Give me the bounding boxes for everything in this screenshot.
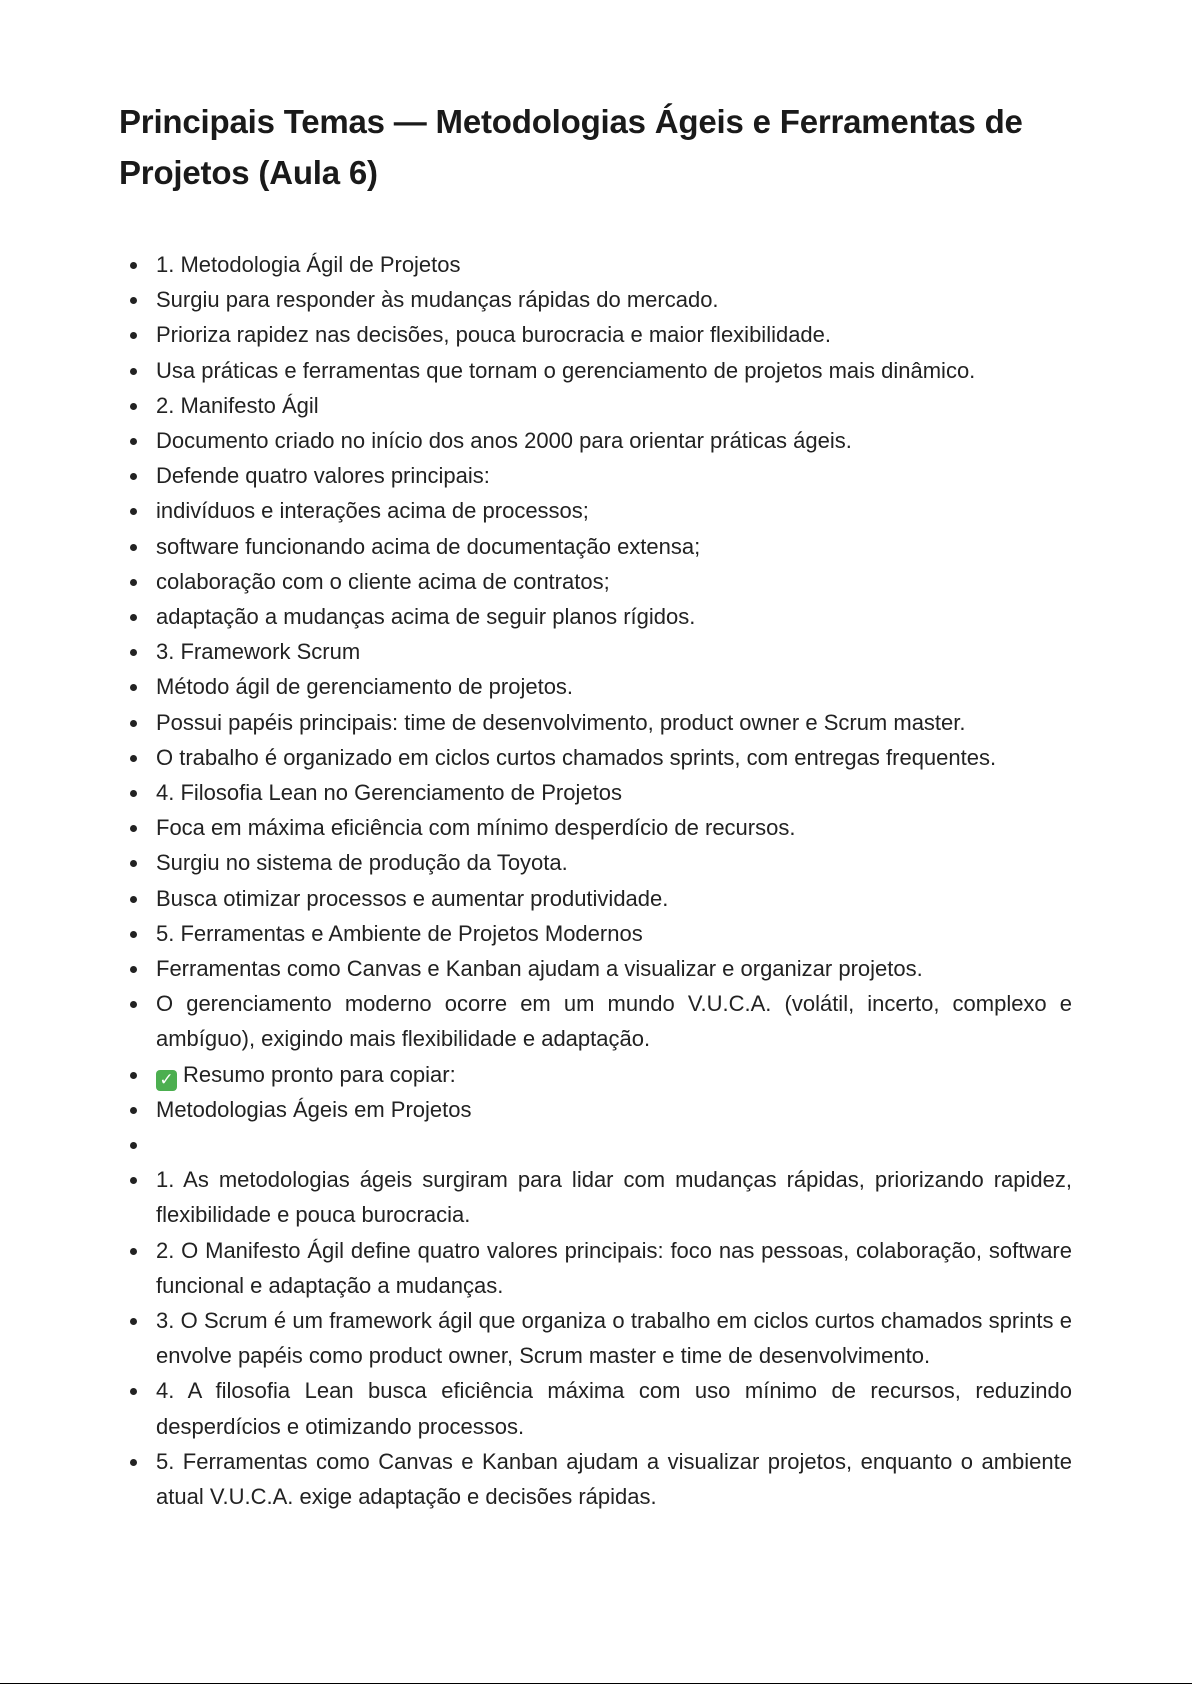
list-item	[119, 845, 1072, 880]
bullet-icon	[130, 614, 137, 621]
list-item	[119, 317, 1072, 352]
bullet-icon	[130, 1388, 137, 1395]
list-item-text: colaboração com o cliente acima de contratos;	[156, 568, 610, 594]
bullet-icon	[130, 403, 137, 410]
bullet-icon	[130, 720, 137, 727]
list-item	[119, 1233, 1072, 1303]
list-item-text: Usa práticas e ferramentas que tornam o gerenciamento de projetos mais dinâmico.	[156, 357, 976, 383]
list-item	[119, 740, 1072, 775]
bullet-icon	[130, 649, 137, 656]
list-item-text: Prioriza rapidez nas decisões, pouca burocracia e maior flexibilidade.	[156, 322, 832, 348]
page-title: Principais Temas — Metodologias Ágeis e Ferramentas de Projetos (Aula 6)	[119, 103, 1023, 191]
list-item-text: Ferramentas como Canvas e Kanban ajudam a visualizar e organizar projetos.	[156, 956, 923, 982]
list-item-text: Surgiu no sistema de produção da Toyota.	[156, 850, 568, 876]
list-item-text: Foca em máxima eficiência com mínimo desperdício de recursos.	[156, 815, 796, 841]
bullet-icon	[130, 684, 137, 691]
document-page	[119, 96, 1072, 1510]
list-item	[119, 986, 1072, 1056]
bullet-icon	[130, 1107, 137, 1114]
list-item-text: Resumo pronto para copiar:	[183, 1061, 456, 1087]
bullet-icon	[130, 1248, 137, 1255]
list-item	[119, 1373, 1072, 1443]
bullet-icon	[130, 262, 137, 269]
check-mark-icon: ✓	[156, 1070, 177, 1091]
list-item	[119, 458, 1072, 493]
list-item	[119, 247, 1072, 282]
list-item	[119, 775, 1072, 810]
bullet-icon	[130, 825, 137, 832]
list-item-text: Possui papéis principais: time de desenvolvimento, product owner e Scrum master.	[156, 709, 966, 735]
list-item	[119, 493, 1072, 528]
bullet-icon	[130, 508, 137, 515]
bullet-icon	[130, 931, 137, 938]
list-item-text: software funcionando acima de documentação extensa;	[156, 533, 701, 559]
list-item-text: 2. Manifesto Ágil	[156, 392, 319, 418]
bullet-icon	[130, 368, 137, 375]
list-item	[119, 388, 1072, 423]
bullet-icon	[130, 438, 137, 445]
list-item-text: Busca otimizar processos e aumentar produtividade.	[156, 885, 669, 911]
list-item	[119, 1303, 1072, 1373]
bullet-icon	[130, 473, 137, 480]
bullet-icon	[130, 896, 137, 903]
bullet-icon	[130, 1072, 137, 1079]
list-item	[119, 1127, 1072, 1162]
list-item	[119, 1444, 1072, 1514]
bullet-icon	[130, 1177, 137, 1184]
list-item	[119, 1057, 1072, 1092]
bullet-icon	[130, 966, 137, 973]
list-item-text: 1. As metodologias ágeis surgiram para lidar com mudanças rápidas, priorizando rapidez, flexibilidade e pouca burocracia.	[156, 1167, 1072, 1228]
list-item-text: adaptação a mudanças acima de seguir planos rígidos.	[156, 604, 696, 630]
list-item-text: 4. A filosofia Lean busca eficiência máxima com uso mínimo de recursos, reduzindo desperdícios e otimizando processos.	[156, 1378, 1072, 1439]
bullet-icon	[130, 579, 137, 586]
list-item-text: 1. Metodologia Ágil de Projetos	[156, 252, 461, 277]
list-item-text: Metodologias Ágeis em Projetos	[156, 1096, 472, 1122]
list-item	[119, 1092, 1072, 1127]
list-item	[119, 599, 1072, 634]
bullet-icon	[130, 790, 137, 797]
list-item	[119, 529, 1072, 564]
list-item-text: 5. Ferramentas como Canvas e Kanban ajudam a visualizar projetos, enquanto o ambiente atual V.U.C.A. exige adaptação e decisões rápidas.	[156, 1448, 1072, 1510]
list-item-text: Método ágil de gerenciamento de projetos.	[156, 674, 574, 700]
list-item-text: indivíduos e interações acima de processos;	[156, 498, 589, 524]
bullet-icon	[130, 332, 137, 339]
bullet-icon	[130, 297, 137, 304]
list-item-text: Surgiu para responder às mudanças rápidas do mercado.	[156, 287, 719, 313]
list-item-text: Defende quatro valores principais:	[156, 463, 490, 489]
list-item-text: O gerenciamento moderno ocorre em um mundo V.U.C.A. (volátil, incerto, complexo e ambíguo), exigindo mais flexibilidade e adaptação.	[156, 991, 1072, 1052]
page-bottom-divider	[0, 1683, 1192, 1684]
list-item	[119, 353, 1072, 388]
list-item	[119, 634, 1072, 669]
bullet-icon	[130, 1318, 137, 1325]
list-item	[119, 1162, 1072, 1232]
bullet-icon	[130, 1001, 137, 1008]
list-item-text: 5. Ferramentas e Ambiente de Projetos Modernos	[156, 920, 643, 946]
list-item	[119, 564, 1072, 599]
list-item	[119, 916, 1072, 951]
bullet-icon	[130, 544, 137, 551]
list-item	[119, 810, 1072, 845]
list-item-text: 4. Filosofia Lean no Gerenciamento de Projetos	[156, 780, 622, 806]
topic-list	[119, 247, 1072, 1514]
list-item	[119, 669, 1072, 704]
bullet-icon	[130, 860, 137, 867]
list-item	[119, 423, 1072, 458]
list-item	[119, 705, 1072, 740]
list-item-text: O trabalho é organizado em ciclos curtos chamados sprints, com entregas frequentes.	[156, 744, 997, 770]
list-item	[119, 881, 1072, 916]
bullet-icon	[130, 1459, 137, 1466]
list-item-text: 2. O Manifesto Ágil define quatro valores principais: foco nas pessoas, colaboração, software funcional e adaptação a mudanças.	[156, 1237, 1072, 1298]
bullet-icon	[130, 755, 137, 762]
list-item-text: Documento criado no início dos anos 2000 para orientar práticas ágeis.	[156, 428, 852, 454]
list-item-text: 3. Framework Scrum	[156, 639, 361, 665]
list-item-text: 3. O Scrum é um framework ágil que organiza o trabalho em ciclos curtos chamados sprints e envolve papéis como product owner, Scrum master e time de desenvolvimento.	[156, 1308, 1072, 1369]
bullet-icon	[130, 1142, 137, 1149]
list-item	[119, 282, 1072, 317]
list-item	[119, 951, 1072, 986]
